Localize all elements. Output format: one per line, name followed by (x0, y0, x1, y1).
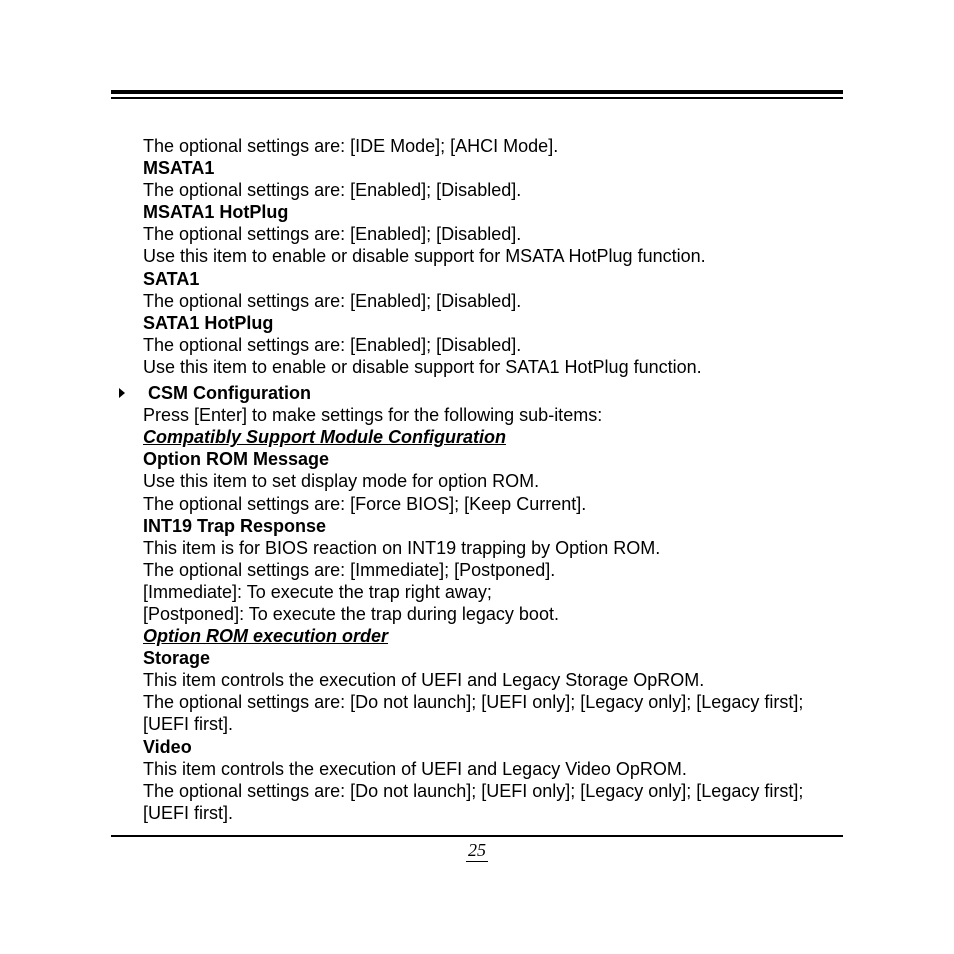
item-heading: SATA1 (143, 268, 200, 289)
body-text: Use this item to enable or disable support for MSATA HotPlug function. (143, 246, 706, 267)
body-text: The optional settings are: [Enabled]; [Disabled]. (143, 180, 522, 201)
body-text: The optional settings are: [Enabled]; [Disabled]. (143, 224, 522, 245)
body-text: The optional settings are: [IDE Mode]; [AHCI Mode]. (143, 136, 559, 156)
subsection-title: Option ROM execution order (143, 626, 389, 647)
body-text: The optional settings are: [Force BIOS]; [Keep Current]. (143, 493, 587, 514)
body-text: The optional settings are: [Immediate]; [Postponed]. (143, 559, 556, 580)
body-text: This item is for BIOS reaction on INT19 trapping by Option ROM. (143, 537, 661, 558)
item-heading: MSATA1 (143, 158, 215, 179)
body-text: This item controls the execution of UEFI and Legacy Video OpROM. (143, 758, 687, 779)
header-rule-thin (111, 97, 843, 99)
body-text: This item controls the execution of UEFI and Legacy Storage OpROM. (143, 670, 705, 691)
csm-heading-label: CSM Configuration (148, 383, 311, 404)
item-heading: INT19 Trap Response (143, 515, 327, 536)
header-rule-thick (111, 90, 843, 94)
body-text: Press [Enter] to make settings for the following sub-items: (143, 405, 603, 426)
item-heading: SATA1 HotPlug (143, 312, 274, 333)
body-text: [Postponed]: To execute the trap during legacy boot. (143, 603, 559, 624)
body-text: Use this item to enable or disable support for SATA1 HotPlug function. (143, 356, 702, 377)
item-heading: MSATA1 HotPlug (143, 202, 289, 223)
body-text: The optional settings are: [Do not launch]; [UEFI only]; [Legacy only]; [Legacy first]; [UEFI first]. (143, 692, 804, 735)
triangle-bullet-icon (119, 388, 125, 398)
item-heading: Storage (143, 648, 211, 669)
page-content (143, 135, 853, 824)
subsection-title: Compatibly Support Module Configuration (143, 427, 506, 448)
body-text: The optional settings are: [Enabled]; [Disabled]. (143, 290, 522, 311)
body-text: [Immediate]: To execute the trap right away; (143, 581, 492, 602)
item-heading: Option ROM Message (143, 449, 330, 470)
body-text: Use this item to set display mode for option ROM. (143, 471, 540, 492)
body-text: The optional settings are: [Enabled]; [Disabled]. (143, 334, 522, 355)
footer-rule (111, 835, 843, 837)
item-heading: Video (143, 736, 192, 757)
body-text: The optional settings are: [Do not launch]; [UEFI only]; [Legacy only]; [Legacy first]; [UEFI first]. (143, 780, 804, 823)
csm-section-heading (143, 382, 853, 404)
page-number: 25 (468, 840, 486, 860)
